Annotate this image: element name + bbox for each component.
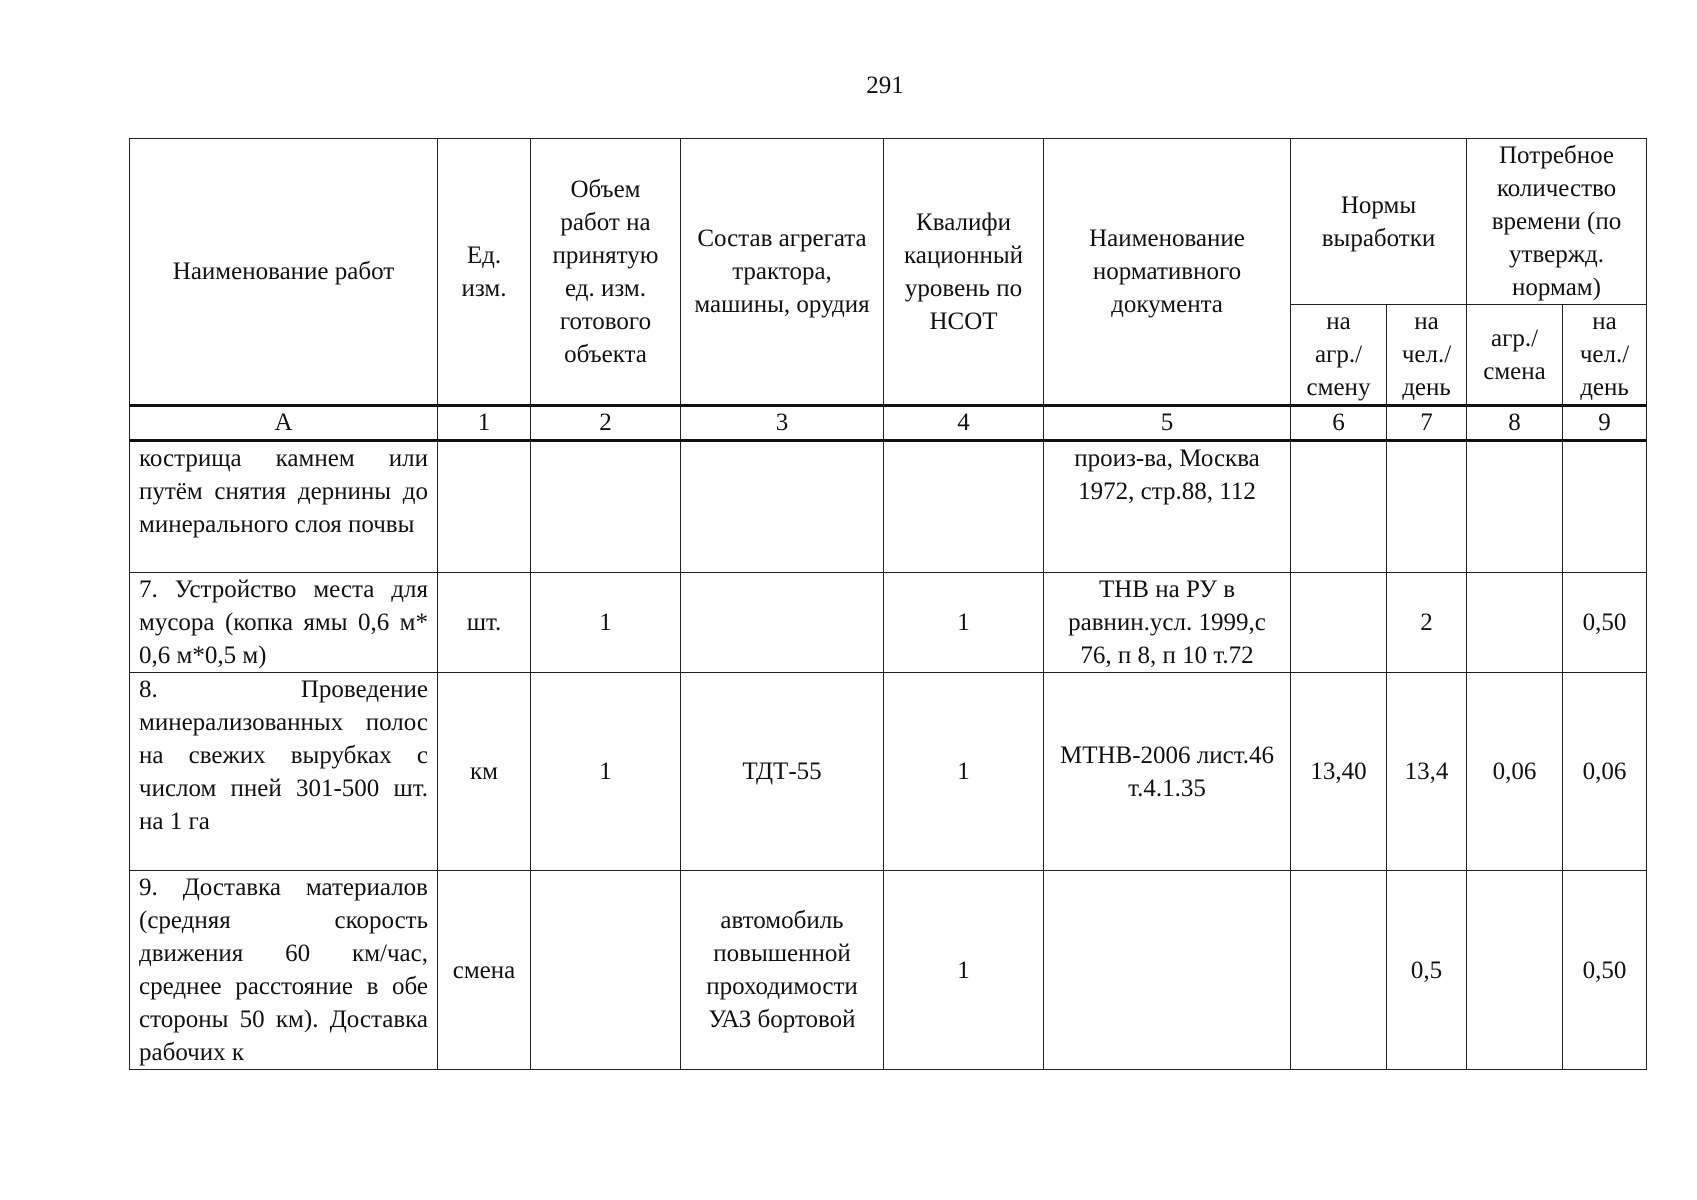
document-cell: МТНВ-2006 лист.46 т.4.1.35: [1044, 673, 1291, 871]
header-norms-agr: на агр./ смену: [1291, 305, 1387, 406]
unit-cell: км: [438, 673, 531, 871]
volume-cell: [531, 441, 681, 573]
column-number: 5: [1044, 406, 1291, 441]
column-number-row: [130, 406, 1647, 441]
column-number: 9: [1563, 406, 1647, 441]
table-row: [130, 441, 1647, 573]
time-agr-cell: 0,06: [1467, 673, 1563, 871]
column-number: 1: [438, 406, 531, 441]
work-name: 9. Доставка материалов (средняя скорость движения 60 км/час, среднее расстояние в обе стороны 50 км). Доставка рабочих к: [130, 871, 438, 1070]
time-agr-cell: [1467, 573, 1563, 673]
document-cell: произ-ва, Москва 1972, стр.88, 112: [1044, 441, 1291, 573]
unit-cell: шт.: [438, 573, 531, 673]
norm-agr-cell: 13,40: [1291, 673, 1387, 871]
column-number: 4: [884, 406, 1044, 441]
composition-cell: ТДТ-55: [681, 673, 884, 871]
header-qualification: Квалифи кационный уровень по НСОТ: [884, 139, 1044, 406]
qualification-cell: [884, 441, 1044, 573]
norm-chel-cell: [1387, 441, 1467, 573]
norm-chel-cell: 2: [1387, 573, 1467, 673]
header-time-agr: агр./ смена: [1467, 305, 1563, 406]
table-row: [130, 573, 1647, 673]
time-chel-cell: [1563, 441, 1647, 573]
header-time: Потребное количество времени (по утвержд. нормам): [1467, 139, 1647, 305]
column-number: 3: [681, 406, 884, 441]
unit-cell: [438, 441, 531, 573]
volume-cell: 1: [531, 673, 681, 871]
table-row: [130, 871, 1647, 1070]
header-unit: Ед. изм.: [438, 139, 531, 406]
column-number: 2: [531, 406, 681, 441]
column-number: 7: [1387, 406, 1467, 441]
composition-cell: [681, 441, 884, 573]
work-name: кострища камнем или путём снятия дернины до минерального слоя почвы: [130, 441, 438, 573]
header-name: Наименование работ: [130, 139, 438, 406]
column-number: А: [130, 406, 438, 441]
time-chel-cell: 0,50: [1563, 573, 1647, 673]
composition-cell: [681, 573, 884, 673]
norm-agr-cell: [1291, 573, 1387, 673]
norm-agr-cell: [1291, 871, 1387, 1070]
time-agr-cell: [1467, 871, 1563, 1070]
header-volume: Объем работ на принятую ед. изм. готового объекта: [531, 139, 681, 406]
qualification-cell: 1: [884, 673, 1044, 871]
norms-table: [129, 138, 1647, 1070]
table-row: [130, 673, 1647, 871]
header-norms: Нормы выработки: [1291, 139, 1467, 305]
header-time-chel: на чел./ день: [1563, 305, 1647, 406]
norm-agr-cell: [1291, 441, 1387, 573]
column-number: 6: [1291, 406, 1387, 441]
norm-chel-cell: 0,5: [1387, 871, 1467, 1070]
work-name: 8. Проведение минерализованных полос на свежих вырубках с числом пней 301-500 шт. на 1 га: [130, 673, 438, 871]
composition-cell: автомобиль повышенной проходимости УАЗ бортовой: [681, 871, 884, 1070]
qualification-cell: 1: [884, 573, 1044, 673]
work-name: 7. Устройство места для мусора (копка ямы 0,6 м* 0,6 м*0,5 м): [130, 573, 438, 673]
page-number: 291: [866, 72, 904, 99]
time-chel-cell: 0,06: [1563, 673, 1647, 871]
time-agr-cell: [1467, 441, 1563, 573]
unit-cell: смена: [438, 871, 531, 1070]
column-number: 8: [1467, 406, 1563, 441]
document-cell: [1044, 871, 1291, 1070]
document-cell: ТНВ на РУ в равнин.усл. 1999,с 76, п 8, п 10 т.72: [1044, 573, 1291, 673]
time-chel-cell: 0,50: [1563, 871, 1647, 1070]
qualification-cell: 1: [884, 871, 1044, 1070]
header-norms-chel: на чел./ день: [1387, 305, 1467, 406]
volume-cell: [531, 871, 681, 1070]
volume-cell: 1: [531, 573, 681, 673]
header-composition: Состав агрегата трактора, машины, орудия: [681, 139, 884, 406]
header-row: [130, 139, 1647, 305]
header-document: Наименование нормативного документа: [1044, 139, 1291, 406]
norm-chel-cell: 13,4: [1387, 673, 1467, 871]
